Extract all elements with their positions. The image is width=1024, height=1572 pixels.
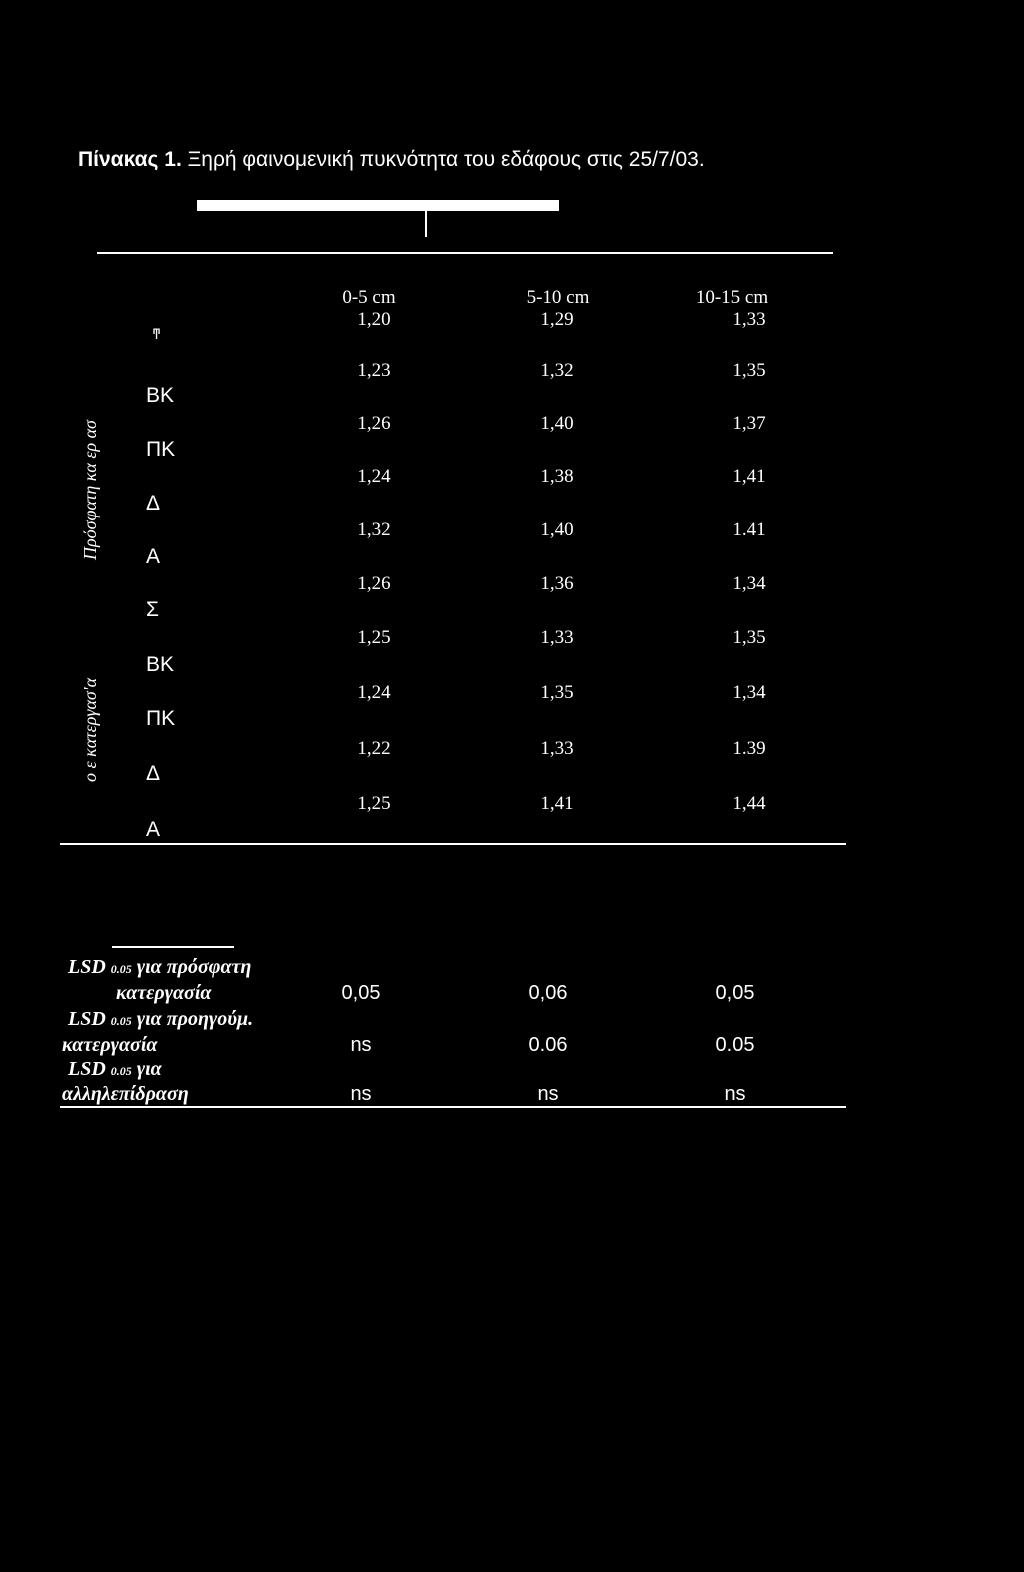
table-top-rule	[97, 252, 833, 254]
treatment-label: ͳ	[152, 326, 162, 342]
table-caption	[78, 148, 705, 172]
lsd-value: 0.05	[715, 1034, 755, 1056]
table-cell: 1,35	[732, 360, 766, 381]
lsd-value: ns	[537, 1083, 559, 1105]
top-thick-bar	[197, 200, 559, 211]
caption-label: Πίνακας 1.	[78, 148, 182, 171]
top-tick	[425, 211, 427, 237]
table-cell: 1,29	[540, 309, 574, 330]
lsd-label-interaction: LSD 0.05 για	[68, 1058, 162, 1080]
lsd-label-previous: LSD 0.05 για προηγούμ.	[68, 1008, 254, 1030]
lsd-top-rule	[112, 946, 234, 948]
table-cell: 1,40	[540, 413, 574, 434]
table-cell: 1,32	[357, 519, 391, 540]
table-cell: 1,25	[357, 627, 391, 648]
table-bottom-rule	[60, 843, 846, 845]
table-cell: 1,26	[357, 573, 391, 594]
table-cell: 1,33	[732, 309, 766, 330]
table-cell: 1,36	[540, 573, 574, 594]
table-cell: 1,41	[732, 466, 766, 487]
caption-text: Ξηρή φαινομενική πυκνότητα του εδάφους στις 25/7/03.	[187, 148, 705, 171]
table-cell: 1,25	[357, 793, 391, 814]
table-cell: 1,33	[540, 738, 574, 759]
lsd-value: 0,05	[715, 982, 755, 1004]
table-cell: 1.41	[732, 519, 766, 540]
column-header-0-5: 0-5 cm	[342, 287, 396, 308]
table-cell: 1,26	[357, 413, 391, 434]
table-cell: 1,24	[357, 466, 391, 487]
treatment-label: ΠΚ	[146, 438, 176, 461]
table-cell: 1,35	[540, 682, 574, 703]
lsd-value: 0,06	[528, 982, 568, 1004]
table-cell: 1,34	[732, 573, 766, 594]
lsd-value: ns	[350, 1083, 372, 1105]
table-cell: 1,44	[732, 793, 766, 814]
treatment-label: ΒΚ	[146, 384, 175, 407]
table-cell: 1,40	[540, 519, 574, 540]
lsd-value: 0,05	[341, 982, 381, 1004]
treatment-label: Α	[146, 818, 161, 841]
treatment-label: Α	[146, 545, 161, 568]
side-label-previous-tillage: ο ε κατεργασ'α	[80, 677, 100, 782]
lsd-value: 0.06	[528, 1034, 568, 1056]
column-header-5-10: 5-10 cm	[526, 287, 590, 308]
side-label-recent-tillage: Πρόσφατη κα ερ ασ	[80, 420, 100, 560]
lsd-label-recent: LSD 0.05 για πρόσφατη	[68, 956, 252, 978]
column-header-10-15: 10-15 cm	[695, 287, 769, 308]
table-cell: 1,33	[540, 627, 574, 648]
table-cell: 1,32	[540, 360, 574, 381]
treatment-label: ΠΚ	[146, 707, 176, 730]
treatment-label: Δ	[146, 762, 161, 785]
treatment-label: Σ	[146, 598, 159, 621]
lsd-value: ns	[724, 1083, 746, 1105]
lsd-label-recent-line2: κατεργασία	[116, 982, 212, 1004]
table-cell: 1.39	[732, 738, 766, 759]
table-cell: 1,38	[540, 466, 574, 487]
table-cell: 1,23	[357, 360, 391, 381]
table-cell: 1,35	[732, 627, 766, 648]
table-cell: 1,34	[732, 682, 766, 703]
lsd-value: ns	[350, 1034, 372, 1056]
lsd-bottom-rule	[60, 1106, 846, 1108]
lsd-label-interaction-line2: αλληλεπίδραση	[62, 1083, 189, 1105]
table-cell: 1,22	[357, 738, 391, 759]
table-cell: 1,20	[357, 309, 391, 330]
table-cell: 1,41	[540, 793, 574, 814]
treatment-label: ΒΚ	[146, 653, 175, 676]
table-cell: 1,24	[357, 682, 391, 703]
treatment-label: Δ	[146, 492, 161, 515]
table-cell: 1,37	[732, 413, 766, 434]
lsd-label-previous-line2: κατεργασία	[62, 1034, 158, 1056]
